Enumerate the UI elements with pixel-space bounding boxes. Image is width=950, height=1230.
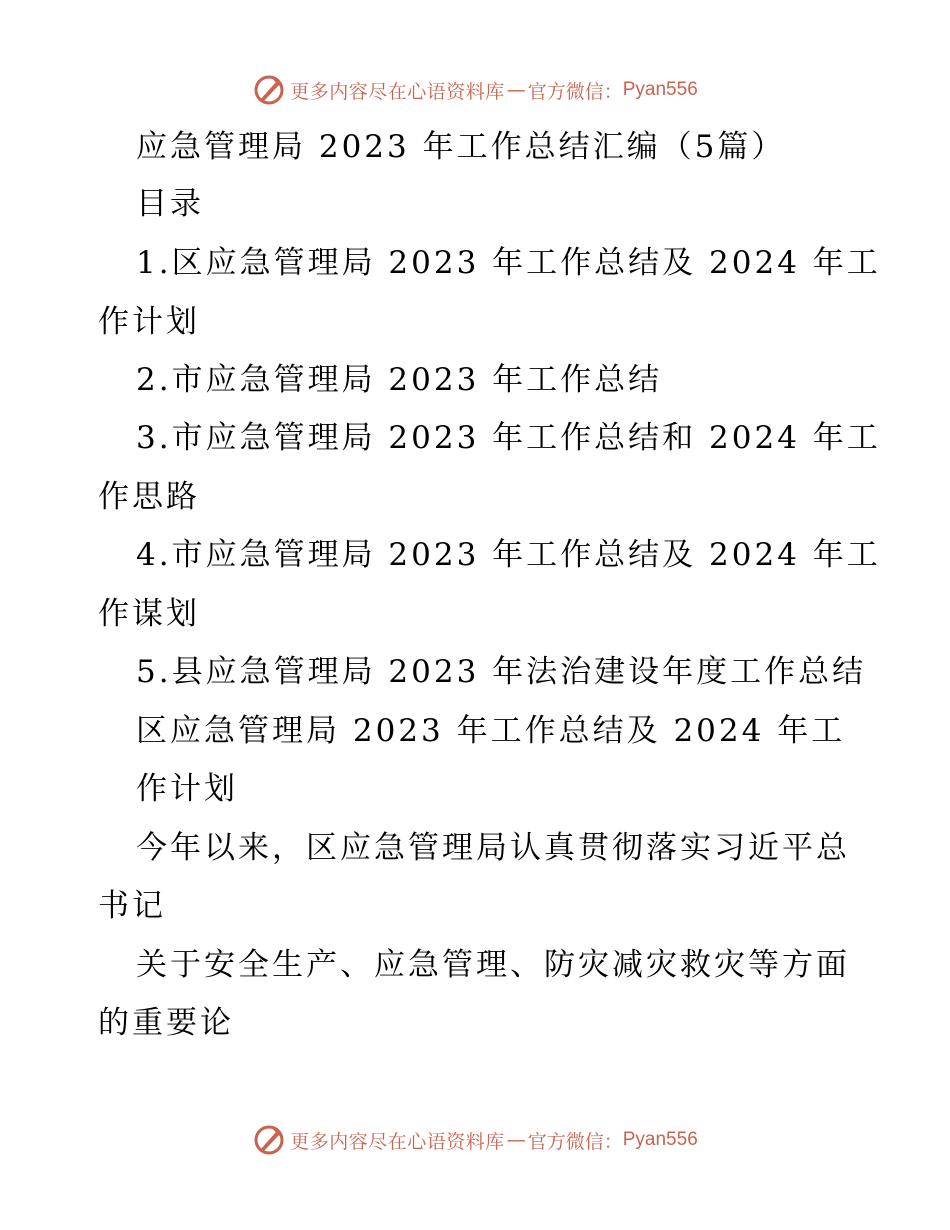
- banner-dash: —: [506, 79, 526, 101]
- banner-wechat-id: Pyan556: [622, 1129, 698, 1150]
- paragraph-2: 关于安全生产、应急管理、防灾减灾救灾等方面: [136, 947, 850, 983]
- toc-item-1-cont: 作计划: [98, 304, 200, 340]
- section-title-cont: 作计划: [136, 771, 238, 807]
- toc-heading: 目录: [136, 186, 204, 222]
- header-banner: [0, 72, 950, 108]
- quill-logo-icon: [252, 73, 286, 107]
- banner-slogan: 更多内容尽在心语资料库: [290, 80, 505, 103]
- banner-wechat-label: 官方微信：: [527, 1130, 623, 1153]
- footer-banner: [0, 1122, 950, 1158]
- quill-logo-icon: [252, 1123, 286, 1157]
- toc-item-3-cont: 作思路: [98, 479, 200, 515]
- banner-wechat-id: Pyan556: [622, 79, 698, 100]
- paragraph-1: 今年以来，区应急管理局认真贯彻落实习近平总: [136, 830, 850, 866]
- banner-dash: —: [506, 1129, 526, 1151]
- paragraph-1-cont: 书记: [98, 888, 166, 924]
- toc-item-4: 4.市应急管理局 2023 年工作总结及 2024 年工: [136, 537, 881, 573]
- toc-item-2: 2.市应急管理局 2023 年工作总结: [136, 362, 663, 398]
- toc-item-3: 3.市应急管理局 2023 年工作总结和 2024 年工: [136, 420, 881, 456]
- toc-item-4-cont: 作谋划: [98, 596, 200, 632]
- banner-slogan: 更多内容尽在心语资料库: [290, 1130, 505, 1153]
- toc-item-5: 5.县应急管理局 2023 年法治建设年度工作总结: [136, 654, 867, 690]
- doc-title: 应急管理局 2023 年工作总结汇编（5篇）: [136, 129, 786, 165]
- toc-item-1: 1.区应急管理局 2023 年工作总结及 2024 年工: [136, 245, 881, 281]
- paragraph-2-cont: 的重要论: [98, 1005, 234, 1041]
- section-title: 区应急管理局 2023 年工作总结及 2024 年工: [136, 713, 846, 749]
- banner-wechat-label: 官方微信：: [527, 80, 623, 103]
